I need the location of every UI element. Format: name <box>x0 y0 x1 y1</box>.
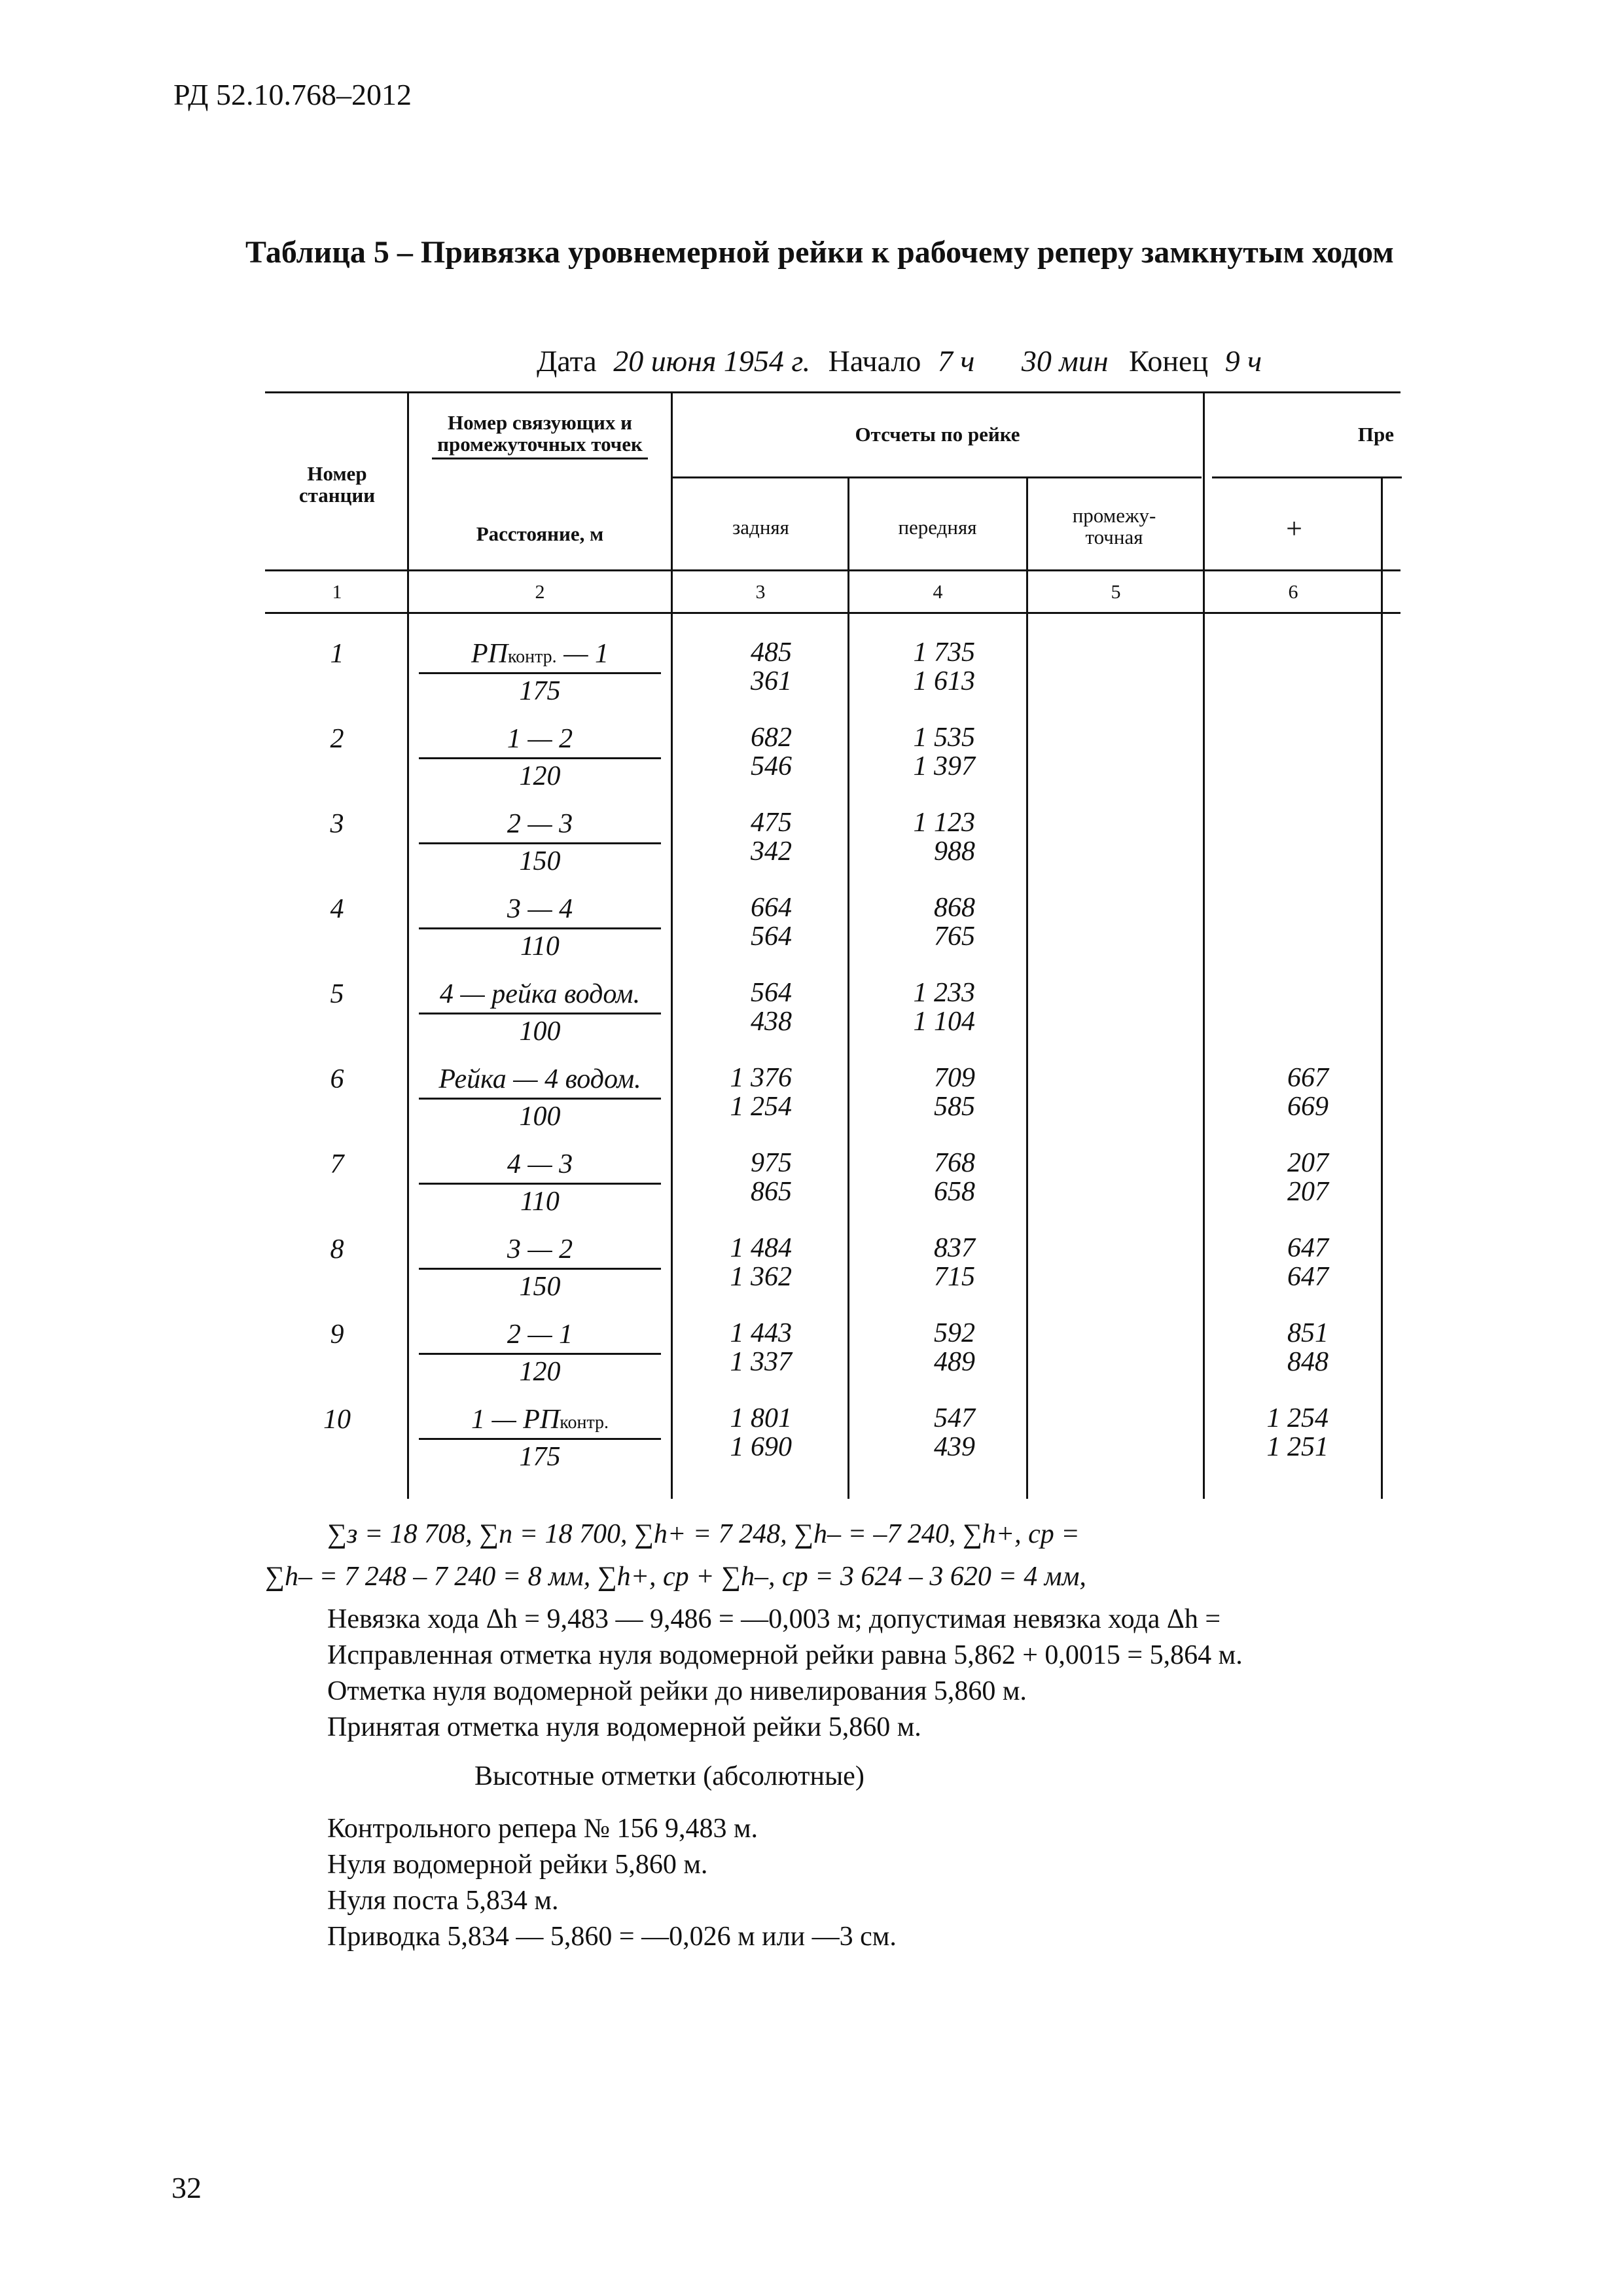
point-label <box>419 1404 661 1440</box>
back-reading: 1 376 <box>730 1063 792 1093</box>
back-reading: 546 <box>751 751 792 781</box>
distance-value: 100 <box>519 1102 561 1132</box>
front-reading: 709 <box>934 1063 975 1093</box>
back-reading: 975 <box>751 1148 792 1178</box>
back-reading: 1 337 <box>730 1347 792 1377</box>
point-distance <box>419 1234 661 1302</box>
point-text: 2 — 1 <box>507 1319 573 1350</box>
col-divider-3 <box>847 478 849 1499</box>
station-number: 5 <box>330 979 344 1009</box>
excess-plus: 851 <box>1287 1318 1329 1348</box>
sums-line-1: ∑з = 18 708, ∑п = 18 700, ∑h+ = 7 248, ∑h– = –7 240, ∑h+, ср = <box>327 1519 1080 1549</box>
front-reading: 658 <box>934 1177 975 1207</box>
page-number: 32 <box>171 2171 202 2204</box>
excess-plus: 1 251 <box>1266 1432 1329 1462</box>
heights-title: Высотные отметки (абсолютные) <box>474 1761 865 1791</box>
station-number: 3 <box>330 809 344 839</box>
front-reading: 585 <box>934 1092 975 1122</box>
point-text: 2 — 3 <box>507 809 573 839</box>
end-value: 9 ч <box>1224 344 1262 378</box>
colnum-6: 6 <box>1288 581 1298 603</box>
header-front: передняя <box>898 516 977 539</box>
header-distance: Расстояние, м <box>476 522 604 545</box>
front-reading: 868 <box>934 893 975 923</box>
point-label <box>419 638 661 674</box>
col-divider-2 <box>671 393 673 1499</box>
post-zero-text: Нуля поста 5,834 м. <box>327 1886 559 1916</box>
point-distance <box>419 1064 661 1132</box>
point-label <box>419 808 661 844</box>
header-points: Номер связующих и промежуточных точек <box>432 412 648 459</box>
point-distance <box>419 638 661 707</box>
back-reading: 1 362 <box>730 1262 792 1292</box>
front-reading: 439 <box>934 1432 975 1462</box>
header-intermediate: промежу- точная <box>1072 504 1156 548</box>
table-top-rule <box>265 391 1400 393</box>
corrected-mark-text: Исправленная отметка нуля водомерной рейки равна 5,862 + 0,0015 = 5,864 м. <box>327 1640 1243 1670</box>
front-reading: 489 <box>934 1347 975 1377</box>
front-reading: 837 <box>934 1233 975 1263</box>
document-code: РД 52.10.768–2012 <box>173 78 412 111</box>
mark-before-text: Отметка нуля водомерной рейки до нивелирования 5,860 м. <box>327 1676 1027 1706</box>
start-minutes: 30 мин <box>1021 344 1109 378</box>
station-number: 7 <box>330 1149 344 1179</box>
back-reading: 1 443 <box>730 1318 792 1348</box>
back-reading: 1 801 <box>730 1403 792 1433</box>
point-distance <box>419 723 661 792</box>
station-number: 6 <box>330 1064 344 1094</box>
point-distance <box>419 808 661 877</box>
start-value: 7 ч <box>937 344 975 378</box>
colnum-5: 5 <box>1111 581 1121 603</box>
excess-plus: 207 <box>1287 1177 1329 1207</box>
front-reading: 1 123 <box>913 808 975 838</box>
point-text: 3 — 2 <box>507 1234 573 1265</box>
col-divider-4 <box>1026 478 1028 1499</box>
point-label <box>419 1149 661 1185</box>
front-reading: 765 <box>934 922 975 952</box>
header-station: Номер станции <box>298 462 376 507</box>
front-reading: 1 735 <box>913 637 975 668</box>
back-reading: 564 <box>751 922 792 952</box>
excess-plus: 207 <box>1287 1148 1329 1178</box>
colnum-1: 1 <box>332 581 342 603</box>
front-reading: 1 397 <box>913 751 975 781</box>
back-reading: 1 254 <box>730 1092 792 1122</box>
accepted-mark-text: Принятая отметка нуля водомерной рейки 5,860 м. <box>327 1712 921 1742</box>
station-number: 1 <box>330 639 344 669</box>
header-plus: + <box>1286 512 1302 545</box>
excess-plus: 848 <box>1287 1347 1329 1377</box>
front-reading: 547 <box>934 1403 975 1433</box>
distance-value: 110 <box>520 1187 560 1217</box>
col-divider-5 <box>1203 393 1205 1499</box>
point-label <box>419 1064 661 1100</box>
back-reading: 865 <box>751 1177 792 1207</box>
point-label <box>419 723 661 759</box>
header-readings: Отсчеты по рейке <box>855 423 1020 446</box>
back-reading: 342 <box>751 836 792 867</box>
date-label: Дата <box>537 344 597 378</box>
excess-plus: 667 <box>1287 1063 1329 1093</box>
excess-plus: 647 <box>1287 1262 1329 1292</box>
front-reading: 1 233 <box>913 978 975 1008</box>
point-text: 1 — РП <box>471 1405 560 1435</box>
station-number: 9 <box>330 1319 344 1350</box>
back-reading: 564 <box>751 978 792 1008</box>
point-distance <box>419 1319 661 1388</box>
back-reading: 1 690 <box>730 1432 792 1462</box>
point-text: Рейка — 4 водом. <box>438 1064 641 1094</box>
back-reading: 475 <box>751 808 792 838</box>
table-title: Таблица 5 – Привязка уровнемерной рейки к рабочему реперу замкнутым ходом <box>245 235 1394 270</box>
distance-value: 150 <box>519 1272 561 1302</box>
date-value: 20 июня 1954 г. <box>613 344 811 378</box>
point-distance <box>419 1404 661 1473</box>
point-label <box>419 978 661 1014</box>
station-number: 8 <box>330 1234 344 1265</box>
misclosure-text: Невязка хода Δh = 9,483 — 9,486 = —0,003 м; допустимая невязка хода Δh = <box>327 1604 1221 1634</box>
header-back: задняя <box>732 516 789 539</box>
front-reading: 988 <box>934 836 975 867</box>
point-subscript: контр. <box>560 1412 609 1433</box>
point-subscript: контр. <box>507 647 557 667</box>
excess-plus: 669 <box>1287 1092 1329 1122</box>
excess-header-rule <box>1212 476 1402 478</box>
station-number: 10 <box>323 1405 351 1435</box>
col-divider-6 <box>1381 478 1383 1499</box>
point-text: РП <box>471 639 508 669</box>
sums-line-2: ∑h– = 7 248 – 7 240 = 8 мм, ∑h+, ср + ∑h–, ср = 3 624 – 3 620 = 4 мм, <box>265 1562 1086 1592</box>
distance-value: 175 <box>519 1442 561 1472</box>
colnum-3: 3 <box>755 581 766 603</box>
point-tail: — 1 <box>556 639 609 669</box>
back-reading: 682 <box>751 723 792 753</box>
point-label <box>419 893 661 929</box>
control-benchmark-text: Контрольного репера № 156 9,483 м. <box>327 1814 758 1844</box>
reduction-text: Приводка 5,834 — 5,860 = —0,026 м или —3 см. <box>327 1922 897 1952</box>
readings-header-rule <box>673 476 1202 478</box>
point-label <box>419 1319 661 1355</box>
point-text: 4 — 3 <box>507 1149 573 1179</box>
gauge-zero-text: Нуля водомерной рейки 5,860 м. <box>327 1850 708 1880</box>
back-reading: 438 <box>751 1007 792 1037</box>
back-reading: 485 <box>751 637 792 668</box>
distance-value: 100 <box>519 1016 561 1047</box>
colnum-2: 2 <box>535 581 545 603</box>
front-reading: 1 535 <box>913 723 975 753</box>
point-distance <box>419 978 661 1047</box>
front-reading: 768 <box>934 1148 975 1178</box>
point-text: 3 — 4 <box>507 894 573 924</box>
point-label <box>419 1234 661 1270</box>
excess-plus: 1 254 <box>1266 1403 1329 1433</box>
station-number: 2 <box>330 724 344 754</box>
end-label: Конец <box>1129 344 1209 378</box>
header-excess: Пре <box>1357 423 1394 446</box>
point-distance <box>419 1149 661 1217</box>
front-reading: 1 104 <box>913 1007 975 1037</box>
start-label: Начало <box>828 344 921 378</box>
point-text: 1 — 2 <box>507 724 573 754</box>
station-number: 4 <box>330 894 344 924</box>
front-reading: 592 <box>934 1318 975 1348</box>
point-distance <box>419 893 661 962</box>
front-reading: 715 <box>934 1262 975 1292</box>
colnum-4: 4 <box>933 581 943 603</box>
distance-value: 150 <box>519 846 561 876</box>
back-reading: 1 484 <box>730 1233 792 1263</box>
header-bottom-rule <box>265 569 1400 571</box>
distance-value: 120 <box>519 761 561 791</box>
date-line <box>537 344 1262 378</box>
back-reading: 664 <box>751 893 792 923</box>
colnum-bottom-rule <box>265 612 1400 614</box>
distance-value: 110 <box>520 931 560 961</box>
back-reading: 361 <box>751 666 792 696</box>
distance-value: 175 <box>519 676 561 706</box>
point-text: 4 — рейка водом. <box>439 979 641 1009</box>
excess-plus: 647 <box>1287 1233 1329 1263</box>
distance-value: 120 <box>519 1357 561 1387</box>
front-reading: 1 613 <box>913 666 975 696</box>
